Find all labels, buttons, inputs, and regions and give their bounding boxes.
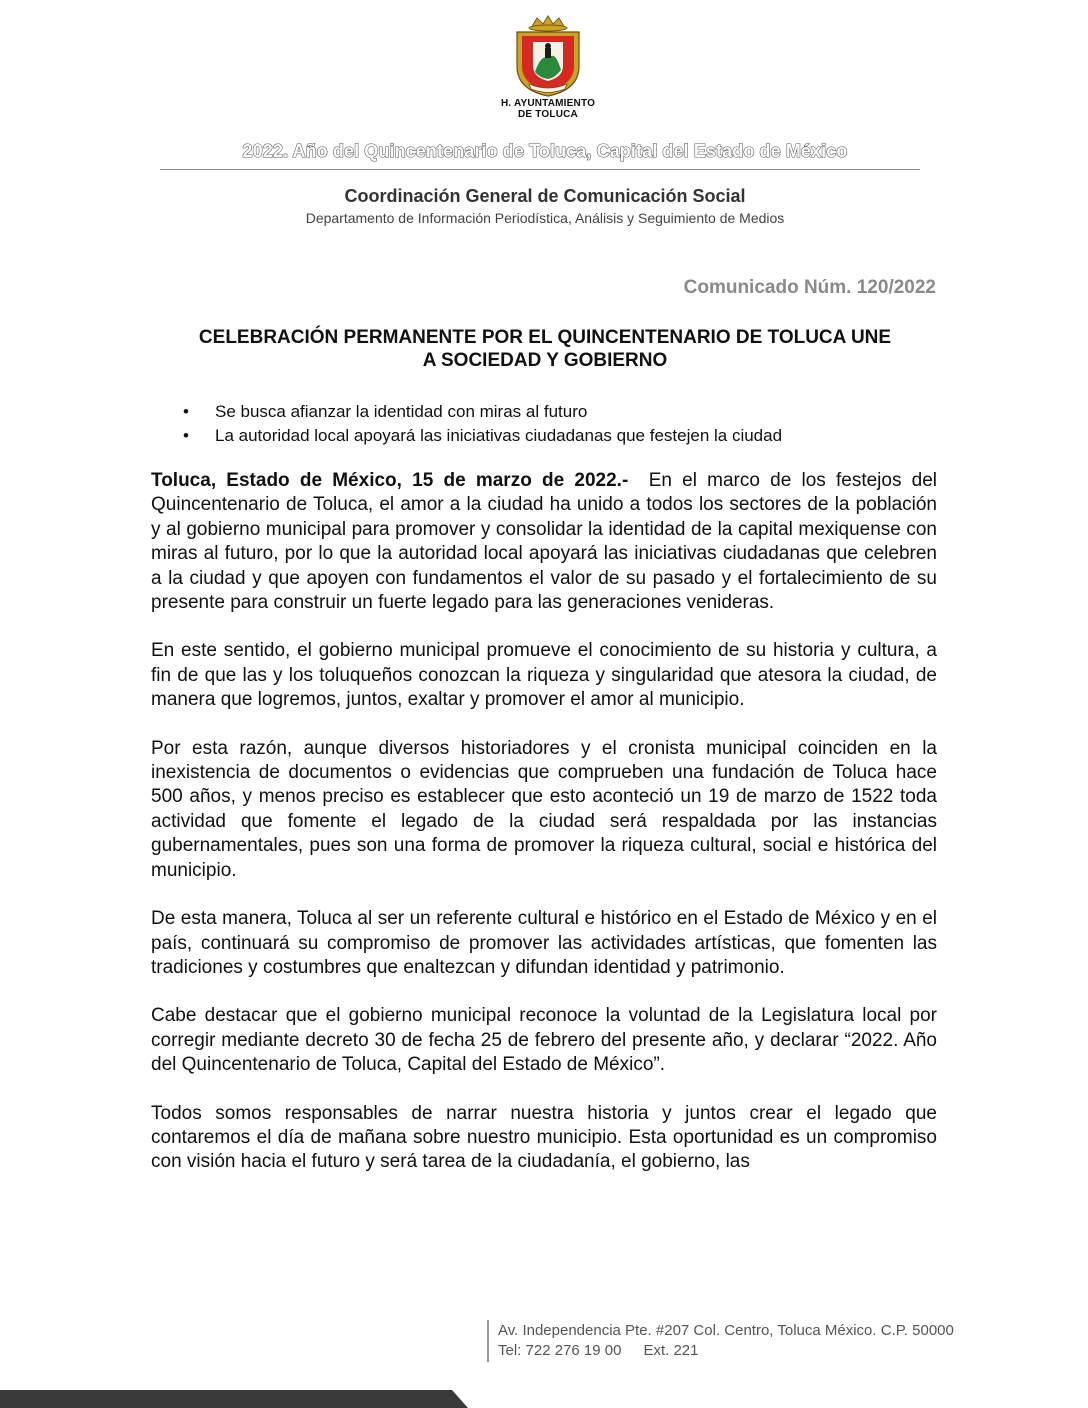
paragraph [151,469,937,615]
footer-band [0,1390,1088,1408]
bullet-icon: • [183,402,189,421]
toluca-coat-of-arms-logo [492,14,604,124]
paragraph: Por esta razón, aunque diversos historiadores y el cronista municipal coinciden en la inexistencia de documentos o evidencias que comprueben una fundación de Toluca hace 500 años, y menos preciso es establecer que esto aconteció un 19 de marzo de 1522 toda actividad que fomente el legado de la ciudad será respaldada por las instancias gubernamentales, pues son una forma de promover la riqueza cultural, social e histórica del municipio. [151,737,937,881]
footer-divider [487,1320,489,1362]
summary-bullets [183,400,903,448]
bullet-icon: • [183,426,189,445]
footer-phone: Tel: 722 276 19 00 [498,1342,622,1359]
headline-line-2: A SOCIEDAD Y GOBIERNO [422,350,668,371]
footer-contact [498,1321,954,1361]
article-body [151,469,937,1199]
paragraph-text: En el marco de los festejos del Quincentenario de Toluca, el amor a la ciudad ha unido a todos los sectores de la población y al gobierno municipal para promover y consolidar la identidad de la capital mexiquense con miras al futuro, por lo que la autoridad local apoyará las iniciativas ciudadanas que celebren a la ciudad y que apoyen con fundamentos el valor de su pasado y el fortalecimiento de su presente para construir un fuerte legado para las generaciones venideras. [151,470,938,614]
department-subtitle: Departamento de Información Periodística, Análisis y Seguimiento de Medios [305,210,785,226]
paragraph: Cabe destacar que el gobierno municipal reconoce la voluntad de la Legislatura local por corregir mediante decreto 30 de fecha 25 de febrero del presente año, y declarar “2022. Año del Quincentenario de Toluca, Capital del Estado de México”. [151,1005,937,1076]
bullet-item [183,400,903,424]
logo-label-line1: H. AYUNTAMIENTO [500,98,596,109]
headline [150,326,940,372]
header-divider [160,169,920,170]
dateline: Toluca, Estado de México, 15 de marzo de 2022.- [151,470,629,491]
bullet-text: Se busca afianzar la identidad con miras al futuro [215,402,588,421]
year-slogan: 2022. Año del Quincentenario de Toluca, Capital del Estado de México [242,141,848,161]
footer-address: Av. Independencia Pte. #207 Col. Centro, Toluca México. C.P. 50000 [498,1322,954,1339]
footer-extension: Ext. 221 [643,1342,699,1359]
bullet-text: La autoridad local apoyará las iniciativas ciudadanas que festejen la ciudad [215,426,783,445]
bullet-item [183,424,903,448]
logo-label-line2: DE TOLUCA [518,109,578,120]
release-number: Comunicado Núm. 120/2022 [683,277,936,298]
paragraph: De esta manera, Toluca al ser un referente cultural e histórico en el Estado de México y en el país, continuará su compromiso de promover las actividades artísticas, que fomenten las tradiciones y costumbres que enaltezcan y difundan identidad y patrimonio. [151,908,937,978]
paragraph: Todos somos responsables de narrar nuestra historia y juntos crear el legado que contaremos el día de mañana sobre nuestro municipio. Esta oportunidad es un compromiso con visión hacia el futuro y será tarea de la ciudadanía, el gobierno, las [151,1102,937,1173]
paragraph: En este sentido, el gobierno municipal promueve el conocimiento de su historia y cultura, a fin de que las y los toluqueños conozcan la riqueza y singularidad que atesora la ciudad, de manera que logremos, juntos, exaltar y promover el amor al municipio. [151,640,937,711]
headline-line-1: CELEBRACIÓN PERMANENTE POR EL QUINCENTENARIO DE TOLUCA UNE [198,327,892,348]
coordination-title: Coordinación General de Comunicación Social [344,186,746,206]
shield-emblem-icon [509,14,587,98]
